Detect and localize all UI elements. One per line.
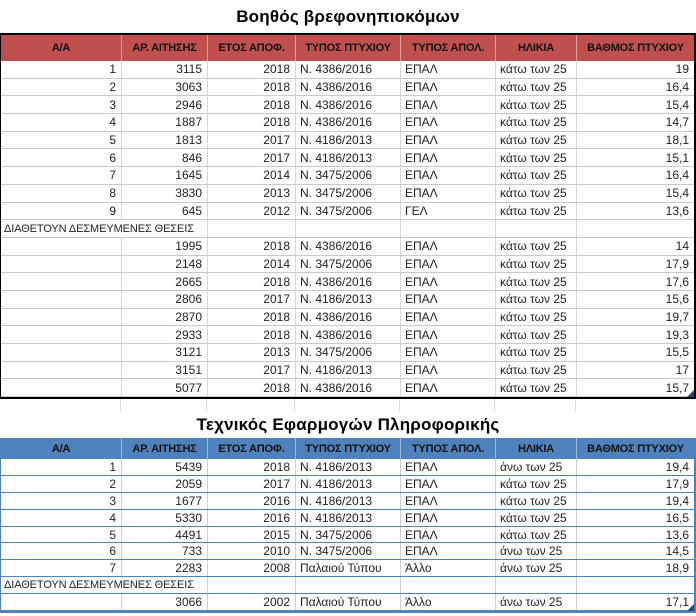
cell[interactable] xyxy=(1,362,122,379)
cell[interactable]: ΕΠΑΛ xyxy=(401,167,496,184)
column-header-ilikia[interactable]: ΗΛΙΚΙΑ xyxy=(496,438,577,459)
cell[interactable]: 2014 xyxy=(208,167,296,184)
cell[interactable]: κάτω των 25 xyxy=(496,326,577,343)
cell[interactable]: 2018 xyxy=(208,96,296,113)
cell[interactable]: Ν. 4186/2013 xyxy=(296,362,401,379)
column-header-vathmos-ptychiou[interactable]: ΒΑΘΜΟΣ ΠΤΥΧΙΟΥ xyxy=(587,42,684,54)
table-row xyxy=(1,273,694,291)
cell[interactable]: ΕΠΑΛ xyxy=(401,61,496,78)
cell[interactable]: κάτω των 25 xyxy=(496,185,577,202)
cell[interactable]: 3830 xyxy=(122,185,208,202)
cell[interactable] xyxy=(1,379,122,396)
cell[interactable]: ΕΠΑΛ xyxy=(401,493,496,509)
cell[interactable]: ΕΠΑΛ xyxy=(401,79,496,96)
cell[interactable]: 2018 xyxy=(208,459,296,475)
cell[interactable]: κάτω των 25 xyxy=(496,510,577,526)
cell[interactable]: 15,5 xyxy=(665,345,689,360)
cell[interactable]: 19,4 xyxy=(665,493,689,508)
cell[interactable]: 2059 xyxy=(122,476,208,492)
cell[interactable]: ΕΠΑΛ xyxy=(401,291,496,308)
table-row xyxy=(1,96,694,114)
cell[interactable]: 15,7 xyxy=(665,380,689,395)
cell[interactable]: 3115 xyxy=(122,61,208,78)
cell[interactable]: κάτω των 25 xyxy=(496,61,577,78)
cell[interactable]: Ν. 3475/2006 xyxy=(296,203,401,220)
cell[interactable] xyxy=(208,577,296,593)
cell[interactable]: Ν. 4386/2016 xyxy=(296,61,401,78)
cell[interactable]: 3121 xyxy=(122,344,208,361)
cell[interactable]: ΕΠΑΛ xyxy=(401,510,496,526)
cell[interactable]: ΕΠΑΛ xyxy=(401,543,496,559)
column-header-etos-apof[interactable]: ΕΤΟΣ ΑΠΟΦ. xyxy=(208,35,296,61)
cell[interactable]: ΕΠΑΛ xyxy=(401,273,496,290)
cell[interactable]: κάτω των 25 xyxy=(496,96,577,113)
column-header-typos-apol[interactable]: ΤΥΠΟΣ ΑΠΟΛ. xyxy=(401,438,496,459)
table-row xyxy=(1,543,694,560)
cell[interactable] xyxy=(1,309,122,326)
cell[interactable]: 2018 xyxy=(208,238,296,255)
table-row xyxy=(1,326,694,344)
cell[interactable]: 2283 xyxy=(122,560,208,576)
cell[interactable]: 2 xyxy=(1,476,122,492)
cell[interactable]: 19,3 xyxy=(665,327,689,342)
cell[interactable]: κάτω των 25 xyxy=(496,309,577,326)
cell[interactable]: κάτω των 25 xyxy=(496,344,577,361)
cell[interactable]: ΕΠΑΛ xyxy=(401,149,496,166)
cell[interactable]: Ν. 4186/2013 xyxy=(296,459,401,475)
grid-spacer-cell xyxy=(207,399,295,411)
column-header-etos-apof[interactable]: ΕΤΟΣ ΑΠΟΦ. xyxy=(208,438,296,459)
cell[interactable]: ΕΠΑΛ xyxy=(401,114,496,131)
cell[interactable]: 2946 xyxy=(122,96,208,113)
cell[interactable]: 2018 xyxy=(208,309,296,326)
table-row xyxy=(1,185,694,203)
cell[interactable]: ΕΠΑΛ xyxy=(401,132,496,149)
cell[interactable]: 2018 xyxy=(208,273,296,290)
cell[interactable]: Ν. 4186/2013 xyxy=(296,291,401,308)
cell[interactable]: ΕΠΑΛ xyxy=(401,96,496,113)
cell[interactable]: 645 xyxy=(122,203,208,220)
table-row xyxy=(1,527,694,544)
cell[interactable]: 3063 xyxy=(122,79,208,96)
cell[interactable]: 2014 xyxy=(208,256,296,273)
cell[interactable]: 1 xyxy=(1,61,122,78)
cell[interactable]: 2018 xyxy=(208,114,296,131)
cell[interactable]: Ν. 4386/2016 xyxy=(296,238,401,255)
cell[interactable]: ΕΠΑΛ xyxy=(401,379,496,396)
cell[interactable] xyxy=(1,291,122,308)
cell[interactable]: 2010 xyxy=(208,543,296,559)
cell[interactable]: 2018 xyxy=(208,379,296,396)
table-row xyxy=(1,61,694,79)
table-row xyxy=(1,203,694,221)
cell[interactable]: 1 xyxy=(1,459,122,475)
grid-spacer-row xyxy=(0,399,696,411)
cell[interactable]: 14,5 xyxy=(665,544,689,559)
cell[interactable]: άνω των 25 xyxy=(496,560,577,576)
cell[interactable]: 1995 xyxy=(122,238,208,255)
cell[interactable]: 16,4 xyxy=(665,80,689,95)
cell[interactable] xyxy=(577,577,694,593)
cell[interactable] xyxy=(1,238,122,255)
cell[interactable]: 14,7 xyxy=(665,115,689,130)
cell[interactable]: 18,1 xyxy=(665,133,689,148)
cell[interactable]: Ν. 4186/2013 xyxy=(296,476,401,492)
cell[interactable]: κάτω των 25 xyxy=(496,132,577,149)
cell[interactable]: 5 xyxy=(1,527,122,543)
cell[interactable]: 19,7 xyxy=(665,309,689,324)
cell[interactable]: 2 xyxy=(1,79,122,96)
column-header-aa[interactable]: Α/Α xyxy=(1,438,122,459)
cell[interactable] xyxy=(296,577,401,593)
table-row xyxy=(1,114,694,132)
cell[interactable]: κάτω των 25 xyxy=(496,238,577,255)
cell[interactable]: Άλλο xyxy=(401,594,496,610)
table-resize-handle[interactable] xyxy=(687,604,694,611)
cell[interactable]: 9 xyxy=(1,203,122,220)
table-row xyxy=(1,379,694,397)
cell[interactable]: 16,4 xyxy=(665,168,689,183)
cell[interactable]: Ν. 4386/2016 xyxy=(296,114,401,131)
column-header-typos-ptychiou[interactable]: ΤΥΠΟΣ ΠΤΥΧΙΟΥ xyxy=(296,35,401,61)
cell[interactable] xyxy=(1,273,122,290)
cell[interactable]: 3151 xyxy=(122,362,208,379)
cell[interactable]: 6 xyxy=(1,149,122,166)
table-row xyxy=(1,344,694,362)
cell[interactable]: 2806 xyxy=(122,291,208,308)
table-row xyxy=(1,167,694,185)
table-resize-handle[interactable] xyxy=(687,390,694,397)
cell[interactable]: 1645 xyxy=(122,167,208,184)
cell[interactable]: Ν. 3475/2006 xyxy=(296,167,401,184)
table-rows xyxy=(1,61,694,397)
grid-spacer-cell xyxy=(295,399,400,411)
grid-spacer-cell xyxy=(400,399,495,411)
cell[interactable]: 2017 xyxy=(208,476,296,492)
column-header-ar-aitisis[interactable]: ΑΡ. ΑΙΤΗΣΗΣ xyxy=(122,438,208,459)
cell[interactable]: Ν. 4386/2016 xyxy=(296,379,401,396)
cell[interactable]: κάτω των 25 xyxy=(496,476,577,492)
column-header-typos-ptychiou[interactable]: ΤΥΠΟΣ ΠΤΥΧΙΟΥ xyxy=(296,438,401,459)
cell[interactable]: 13,6 xyxy=(665,527,689,542)
cell[interactable]: 15,4 xyxy=(665,97,689,112)
cell[interactable]: 2018 xyxy=(208,61,296,78)
cell[interactable]: κάτω των 25 xyxy=(496,203,577,220)
column-header-ar-aitisis[interactable]: ΑΡ. ΑΙΤΗΣΗΣ xyxy=(122,35,208,61)
cell[interactable]: 2933 xyxy=(122,326,208,343)
cell[interactable]: 5077 xyxy=(122,379,208,396)
cell[interactable] xyxy=(296,220,401,237)
cell[interactable]: 15,1 xyxy=(665,150,689,165)
cell[interactable]: ΕΠΑΛ xyxy=(401,476,496,492)
cell[interactable]: Ν. 3475/2006 xyxy=(296,527,401,543)
cell[interactable]: κάτω των 25 xyxy=(496,273,577,290)
cell[interactable]: άνω των 25 xyxy=(496,543,577,559)
cell[interactable]: 18,9 xyxy=(665,561,689,576)
cell[interactable]: ΕΠΑΛ xyxy=(401,309,496,326)
cell[interactable]: 2018 xyxy=(208,326,296,343)
cell[interactable] xyxy=(401,220,496,237)
cell[interactable] xyxy=(1,344,122,361)
section-row xyxy=(1,220,694,238)
table-header-row xyxy=(1,438,694,459)
column-header-aa[interactable]: Α/Α xyxy=(1,35,122,61)
section-label[interactable]: ΔΙΑΘΕΤΟΥΝ ΔΕΣΜΕΥΜΕΝΕΣ ΘΕΣΕΙΣ xyxy=(1,577,208,593)
cell[interactable]: 17,9 xyxy=(665,476,689,491)
cell[interactable]: Ν. 4386/2016 xyxy=(296,96,401,113)
table-body xyxy=(0,438,696,613)
cell[interactable]: 2008 xyxy=(208,560,296,576)
cell[interactable]: κάτω των 25 xyxy=(496,79,577,96)
cell[interactable]: Ν. 4186/2013 xyxy=(296,149,401,166)
table-row xyxy=(1,79,694,97)
cell[interactable]: 1887 xyxy=(122,114,208,131)
cell[interactable]: 4 xyxy=(1,510,122,526)
cell[interactable]: 2018 xyxy=(208,79,296,96)
cell[interactable] xyxy=(1,326,122,343)
table-row xyxy=(1,256,694,274)
cell[interactable]: άνω των 25 xyxy=(496,594,577,610)
cell[interactable]: κάτω των 25 xyxy=(496,493,577,509)
cell[interactable]: Ν. 4186/2013 xyxy=(296,510,401,526)
cell[interactable] xyxy=(496,577,577,593)
cell[interactable]: 2016 xyxy=(208,510,296,526)
cell[interactable]: 2665 xyxy=(122,273,208,290)
cell[interactable]: 5330 xyxy=(122,510,208,526)
cell[interactable]: ΕΠΑΛ xyxy=(401,185,496,202)
cell[interactable]: 4491 xyxy=(122,527,208,543)
column-header-ilikia[interactable]: ΗΛΙΚΙΑ xyxy=(496,35,577,61)
table-title[interactable]: Τεχνικός Εφαρμογών Πληροφορικής xyxy=(196,414,500,434)
cell[interactable]: Ν. 4186/2013 xyxy=(296,132,401,149)
cell[interactable]: 15,4 xyxy=(665,186,689,201)
table-body xyxy=(0,33,696,399)
column-header-typos-apol[interactable]: ΤΥΠΟΣ ΑΠΟΛ. xyxy=(401,35,496,61)
cell[interactable]: Ν. 4386/2016 xyxy=(296,79,401,96)
cell[interactable]: ΕΠΑΛ xyxy=(401,344,496,361)
table-rows xyxy=(1,459,694,611)
section-label[interactable]: ΔΙΑΘΕΤΟΥΝ ΔΕΣΜΕΥΜΕΝΕΣ ΘΕΣΕΙΣ xyxy=(1,220,208,237)
column-header-vathmos-ptychiou[interactable]: ΒΑΘΜΟΣ ΠΤΥΧΙΟΥ xyxy=(587,442,684,455)
grid-spacer-cell xyxy=(495,399,576,411)
table-row xyxy=(1,362,694,380)
cell[interactable]: κάτω των 25 xyxy=(496,379,577,396)
cell[interactable]: 2016 xyxy=(208,493,296,509)
cell[interactable]: 3 xyxy=(1,493,122,509)
cell[interactable]: Παλαιού Τύπου xyxy=(296,594,401,610)
cell[interactable]: κάτω των 25 xyxy=(496,362,577,379)
cell[interactable]: 2017 xyxy=(208,149,296,166)
cell[interactable]: 3066 xyxy=(122,594,208,610)
cell[interactable]: 19,4 xyxy=(665,459,689,474)
table-row xyxy=(1,309,694,327)
cell[interactable] xyxy=(577,220,694,237)
table-technikos-pliroforikis xyxy=(0,411,696,613)
cell[interactable]: 5 xyxy=(1,132,122,149)
cell[interactable]: 2017 xyxy=(208,291,296,308)
cell[interactable]: 19 xyxy=(675,62,689,77)
table-row xyxy=(1,149,694,167)
cell[interactable]: Ν. 4386/2016 xyxy=(296,326,401,343)
cell[interactable]: άνω των 25 xyxy=(496,459,577,475)
cell[interactable]: 17 xyxy=(675,363,689,378)
cell[interactable]: ΓΕΛ xyxy=(401,203,496,220)
cell[interactable]: 2017 xyxy=(208,132,296,149)
cell[interactable]: κάτω των 25 xyxy=(496,114,577,131)
cell[interactable]: 13,6 xyxy=(665,203,689,218)
cell[interactable]: Ν. 4186/2013 xyxy=(296,493,401,509)
cell[interactable]: 6 xyxy=(1,543,122,559)
cell[interactable]: 15,6 xyxy=(665,292,689,307)
grid-spacer-cell xyxy=(0,399,121,411)
table-header-row xyxy=(1,35,694,61)
cell[interactable]: 17,9 xyxy=(665,256,689,271)
cell[interactable]: Ν. 3475/2006 xyxy=(296,344,401,361)
cell[interactable]: κάτω των 25 xyxy=(496,256,577,273)
cell[interactable] xyxy=(1,594,122,610)
cell[interactable]: 2148 xyxy=(122,256,208,273)
cell[interactable]: Ν. 4386/2016 xyxy=(296,309,401,326)
cell[interactable]: κάτω των 25 xyxy=(496,149,577,166)
cell[interactable]: 1677 xyxy=(122,493,208,509)
table-row xyxy=(1,493,694,510)
cell[interactable] xyxy=(401,577,496,593)
cell[interactable]: Άλλο xyxy=(401,560,496,576)
cell[interactable]: ΕΠΑΛ xyxy=(401,459,496,475)
grid-spacer-cell xyxy=(121,399,207,411)
cell[interactable]: 7 xyxy=(1,560,122,576)
table-row xyxy=(1,560,694,577)
section-row xyxy=(1,577,694,594)
cell[interactable]: 4 xyxy=(1,114,122,131)
cell[interactable]: 2012 xyxy=(208,203,296,220)
cell[interactable]: 2017 xyxy=(208,362,296,379)
cell[interactable]: 2015 xyxy=(208,527,296,543)
cell[interactable]: κάτω των 25 xyxy=(496,291,577,308)
cell[interactable] xyxy=(496,220,577,237)
cell[interactable]: 17,1 xyxy=(665,595,689,610)
cell[interactable]: 16,5 xyxy=(665,510,689,525)
cell[interactable]: Ν. 4386/2016 xyxy=(296,273,401,290)
cell[interactable]: 2870 xyxy=(122,309,208,326)
cell[interactable]: ΕΠΑΛ xyxy=(401,238,496,255)
cell[interactable]: Ν. 3475/2006 xyxy=(296,185,401,202)
table-row xyxy=(1,291,694,309)
cell[interactable]: 8 xyxy=(1,185,122,202)
cell[interactable]: 846 xyxy=(122,149,208,166)
cell[interactable]: 5439 xyxy=(122,459,208,475)
cell[interactable]: 733 xyxy=(122,543,208,559)
table-row xyxy=(1,510,694,527)
cell[interactable]: Παλαιού Τύπου xyxy=(296,560,401,576)
cell[interactable]: 2013 xyxy=(208,185,296,202)
cell[interactable]: 1813 xyxy=(122,132,208,149)
grid-spacer-cell xyxy=(576,399,696,411)
cell[interactable] xyxy=(208,220,296,237)
cell[interactable]: Ν. 3475/2006 xyxy=(296,543,401,559)
cell[interactable]: 17,6 xyxy=(665,274,689,289)
table-row xyxy=(1,594,694,611)
cell[interactable]: κάτω των 25 xyxy=(496,167,577,184)
table-row xyxy=(1,476,694,493)
cell[interactable]: κάτω των 25 xyxy=(496,527,577,543)
cell[interactable]: ΕΠΑΛ xyxy=(401,326,496,343)
table-row xyxy=(1,238,694,256)
table-row xyxy=(1,459,694,476)
cell[interactable]: Ν. 3475/2006 xyxy=(296,256,401,273)
cell[interactable]: 7 xyxy=(1,167,122,184)
table-row xyxy=(1,132,694,150)
cell[interactable]: 3 xyxy=(1,96,122,113)
cell[interactable]: 2002 xyxy=(208,594,296,610)
cell[interactable]: ΕΠΑΛ xyxy=(401,362,496,379)
cell[interactable]: ΕΠΑΛ xyxy=(401,256,496,273)
cell[interactable]: 2013 xyxy=(208,344,296,361)
cell[interactable]: ΕΠΑΛ xyxy=(401,527,496,543)
table-title[interactable]: Βοηθός βρεφονηπιοκόμων xyxy=(236,6,460,26)
cell[interactable]: 14 xyxy=(675,239,689,254)
cell[interactable] xyxy=(1,256,122,273)
